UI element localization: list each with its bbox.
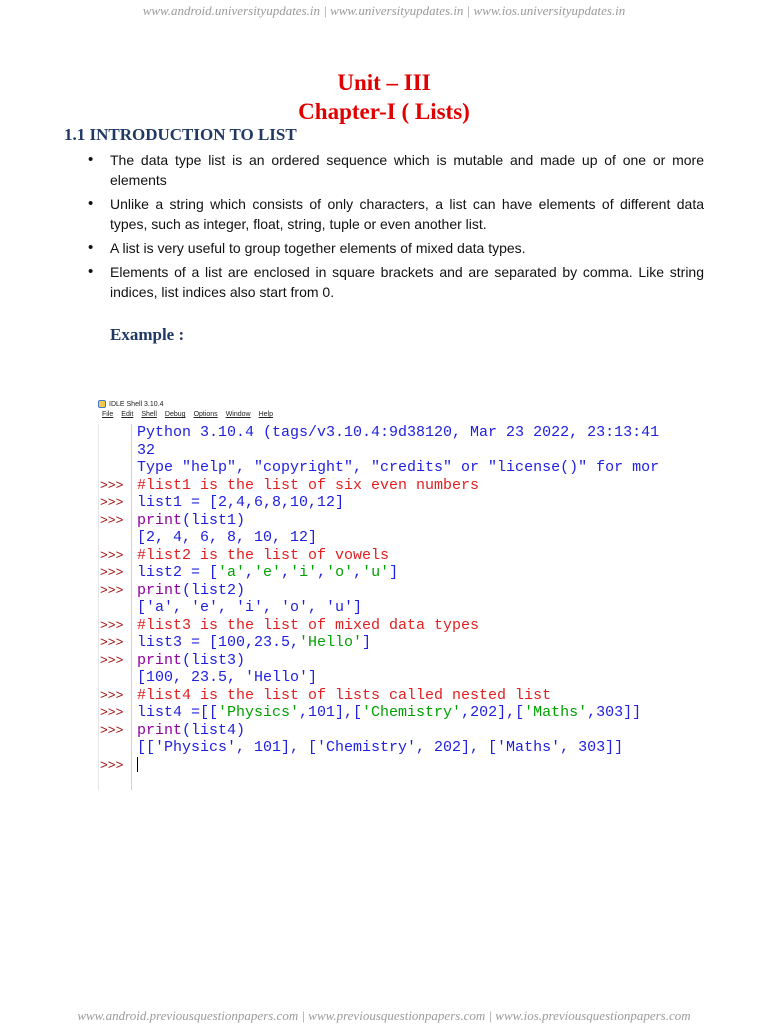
output: [2, 4, 6, 8, 10, 12] <box>137 529 318 546</box>
code-text: ] <box>389 564 399 581</box>
code-text: list4 =[[ <box>137 704 219 721</box>
builtin: print <box>137 511 183 529</box>
banner-line: 32 <box>137 441 156 459</box>
idle-menu-bar <box>102 411 273 421</box>
menu-shell[interactable]: Shell <box>141 411 157 418</box>
output: [['Physics', 101], ['Chemistry', 202], ['Maths', 303]] <box>137 739 624 756</box>
input-cursor[interactable] <box>137 757 138 776</box>
prompt: >>> <box>100 652 124 668</box>
code <box>137 582 245 600</box>
shell-line <box>99 722 711 740</box>
code: list2 = ['a','e','i','o','u'] <box>137 564 399 581</box>
python-logo-icon <box>98 400 106 408</box>
idle-window-title-text: IDLE Shell 3.10.4 <box>109 400 164 408</box>
output: [100, 23.5, 'Hello'] <box>137 669 318 686</box>
bullet-item: • Unlike a string which consists of only characters, a list can have elements of different data types, such as integer, float, string, tuple or even another list. <box>86 194 704 234</box>
example-label: Example : <box>110 325 185 344</box>
prompt: >>> <box>100 757 124 773</box>
shell-line <box>99 424 711 442</box>
code-args: (list2) <box>182 581 246 599</box>
shell-line <box>99 757 711 775</box>
shell-line <box>99 582 711 600</box>
comment: #list2 is the list of vowels <box>137 546 390 564</box>
menu-debug[interactable]: Debug <box>164 411 186 418</box>
string: 'i' <box>290 564 318 581</box>
builtin: print <box>137 581 183 599</box>
prompt: >>> <box>100 512 124 528</box>
shell-line <box>99 459 711 477</box>
shell-line <box>99 739 711 757</box>
shell-line <box>99 704 711 722</box>
string: 'Maths' <box>524 704 588 721</box>
code <box>137 722 245 740</box>
comment: #list3 is the list of mixed data types <box>137 616 480 634</box>
comment: #list1 is the list of six even numbers <box>137 476 480 494</box>
prompt: >>> <box>100 687 124 703</box>
code-text: list3 = [100,23.5, <box>137 634 300 651</box>
menu-window[interactable]: Window <box>225 411 251 418</box>
code: list1 = [2,4,6,8,10,12] <box>137 494 345 511</box>
prompt: >>> <box>100 477 124 493</box>
footer-watermark: www.android.previousquestionpapers.com | www.previousquestionpapers.com | www.ios.previousquestionpapers.com <box>77 1008 691 1023</box>
menu-help[interactable]: Help <box>258 411 273 418</box>
shell-lines <box>99 424 711 774</box>
prompt: >>> <box>100 582 124 598</box>
string: 'a' <box>218 564 246 581</box>
shell-line <box>99 687 711 705</box>
code <box>137 652 245 670</box>
prompt: >>> <box>100 495 124 510</box>
code-text: ,303]] <box>587 704 642 721</box>
bullet-item: • A list is very useful to group together elements of mixed data types. <box>86 238 704 258</box>
code-text: ,202],[ <box>461 704 525 721</box>
prompt: >>> <box>100 547 124 563</box>
menu-file[interactable]: File <box>102 411 114 418</box>
string: 'Chemistry' <box>362 704 462 721</box>
code-args: (list1) <box>182 511 246 529</box>
menu-edit[interactable]: Edit <box>121 411 134 418</box>
chapter-title: Chapter-I ( Lists) <box>298 99 470 124</box>
code <box>137 634 371 652</box>
prompt: >>> <box>100 705 124 720</box>
bullet-item: • Elements of a list are enclosed in square brackets and are separated by comma. Like string indices, list indices also start from 0. <box>86 262 704 302</box>
shell-line <box>99 442 711 460</box>
string: 'Physics' <box>218 704 300 721</box>
string: 'u' <box>362 564 390 581</box>
prompt: >>> <box>100 635 124 650</box>
shell-line <box>99 669 711 687</box>
prompt: >>> <box>100 565 124 580</box>
comment: #list4 is the list of lists called nested list <box>137 686 552 704</box>
builtin: print <box>137 651 183 669</box>
unit-title: Unit – III <box>337 70 431 95</box>
shell-line <box>99 477 711 495</box>
idle-window-title <box>98 398 163 410</box>
builtin: print <box>137 721 183 739</box>
shell-line <box>99 599 711 617</box>
string: 'e' <box>254 564 282 581</box>
banner-line: Type "help", "copyright", "credits" or "license()" for mor <box>137 459 660 476</box>
prompt: >>> <box>100 722 124 738</box>
section-heading: 1.1 INTRODUCTION TO LIST <box>64 125 297 144</box>
shell-text-area[interactable] <box>98 424 711 790</box>
banner-line: Python 3.10.4 (tags/v3.10.4:9d38120, Mar 23 2022, 23:13:41 <box>137 424 660 441</box>
prompt: >>> <box>100 617 124 633</box>
code-args: (list4) <box>182 721 246 739</box>
idle-shell-screenshot <box>98 398 710 790</box>
shell-line <box>99 617 711 635</box>
shell-line <box>99 494 711 512</box>
code-args: (list3) <box>182 651 246 669</box>
string: 'o' <box>326 564 354 581</box>
code <box>137 512 245 530</box>
shell-line <box>99 512 711 530</box>
shell-line <box>99 547 711 565</box>
header-watermark: www.android.universityupdates.in | www.universityupdates.in | www.ios.universityupdates.in <box>142 3 626 18</box>
shell-line <box>99 652 711 670</box>
code-text: ] <box>362 634 372 651</box>
shell-line <box>99 529 711 547</box>
bullet-list <box>86 150 704 306</box>
menu-options[interactable]: Options <box>193 411 218 418</box>
string: 'Hello' <box>299 634 363 651</box>
code <box>137 704 641 722</box>
shell-line <box>99 564 711 582</box>
bullet-item: • The data type list is an ordered sequence which is mutable and made up of one or more elements <box>86 150 704 190</box>
code-text: list2 = [ <box>137 564 219 581</box>
code-text: ,101],[ <box>299 704 363 721</box>
shell-line <box>99 634 711 652</box>
output: ['a', 'e', 'i', 'o', 'u'] <box>137 599 363 616</box>
